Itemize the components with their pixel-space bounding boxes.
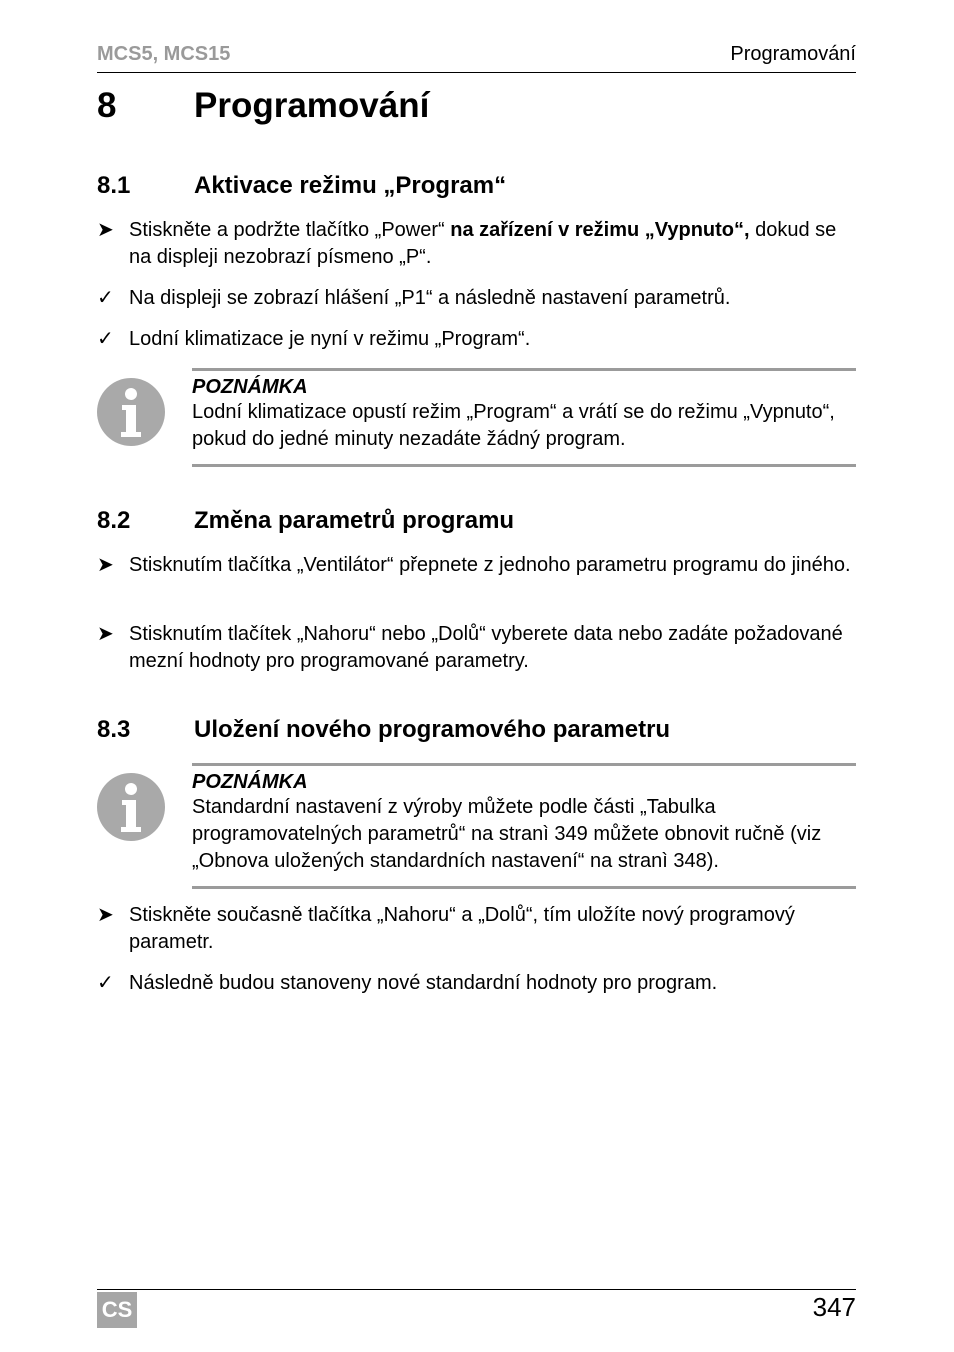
list-item-text: Na displeji se zobrazí hlášení „P1“ a následně nastavení parametrů.: [129, 287, 731, 309]
list-item: [97, 621, 857, 675]
arrow-icon: ➤: [97, 219, 114, 241]
page-header: [97, 41, 856, 73]
section-title: Uložení nového programového parametru: [194, 716, 671, 743]
page-number: 347: [812, 1292, 856, 1322]
arrow-icon: ➤: [97, 623, 114, 645]
list-item-text: Stisknutím tlačítek „Nahoru“ nebo „Dolů“ vyberete data nebo zadáte požadované mezní hodnoty pro programované parametry.: [129, 623, 843, 672]
list-item-text: Následně budou stanoveny nové standardní hodnoty pro program.: [129, 972, 718, 994]
list-item: [97, 970, 857, 997]
section-number: 8.1: [97, 172, 131, 199]
chapter-number: 8: [97, 86, 117, 125]
note-box: [192, 368, 856, 467]
list-item: [97, 552, 857, 579]
section-title: Změna parametrů programu: [194, 507, 515, 534]
product-models: MCS5, MCS15: [97, 43, 231, 65]
page-footer: [97, 1289, 856, 1330]
note-text: Standardní nastavení z výroby můžete podle části „Tabulka programovatelných parametrů“ na stranì 349 můžete obnovit ručně (viz „Obnova uložených standardních nastavení“ na stranì 348).: [192, 796, 822, 872]
note-title: POZNÁMKA: [192, 376, 308, 398]
language-badge: CS: [97, 1292, 137, 1328]
section-title: Aktivace režimu „Program“: [194, 172, 507, 199]
note-box: [192, 763, 856, 889]
list-item-text: Stiskněte současně tlačítka „Nahoru“ a „Dolů“, tím uložíte nový programový parametr.: [129, 904, 795, 953]
section-number: 8.2: [97, 507, 131, 534]
arrow-icon: ➤: [97, 554, 114, 576]
list-item-text: Stiskněte a podržte tlačítko „Power“ na zařízení v režimu „Vypnuto“, dokud se na displeji nezobrazí písmeno „P“.: [129, 219, 837, 268]
note-title: POZNÁMKA: [192, 771, 308, 793]
list-item: [97, 326, 857, 353]
section-number: 8.3: [97, 716, 131, 743]
info-icon: [97, 378, 165, 446]
check-icon: ✓: [97, 972, 114, 994]
list-item-text: Lodní klimatizace je nyní v režimu „Program“.: [129, 328, 531, 350]
arrow-icon: ➤: [97, 904, 114, 926]
list-item: [97, 902, 857, 956]
chapter-title: Programování: [194, 86, 430, 125]
check-icon: ✓: [97, 287, 114, 309]
list-item-text: Stisknutím tlačítka „Ventilátor“ přepnete z jednoho parametru programu do jiného.: [129, 554, 851, 576]
check-icon: ✓: [97, 328, 114, 350]
info-icon: [97, 773, 165, 841]
list-item: [97, 285, 857, 312]
list-item: [97, 217, 857, 271]
note-text: Lodní klimatizace opustí režim „Program“ a vrátí se do režimu „Vypnuto“, pokud do jedné minuty nezadáte žádný program.: [192, 401, 835, 450]
running-section-title: Programování: [730, 43, 856, 65]
